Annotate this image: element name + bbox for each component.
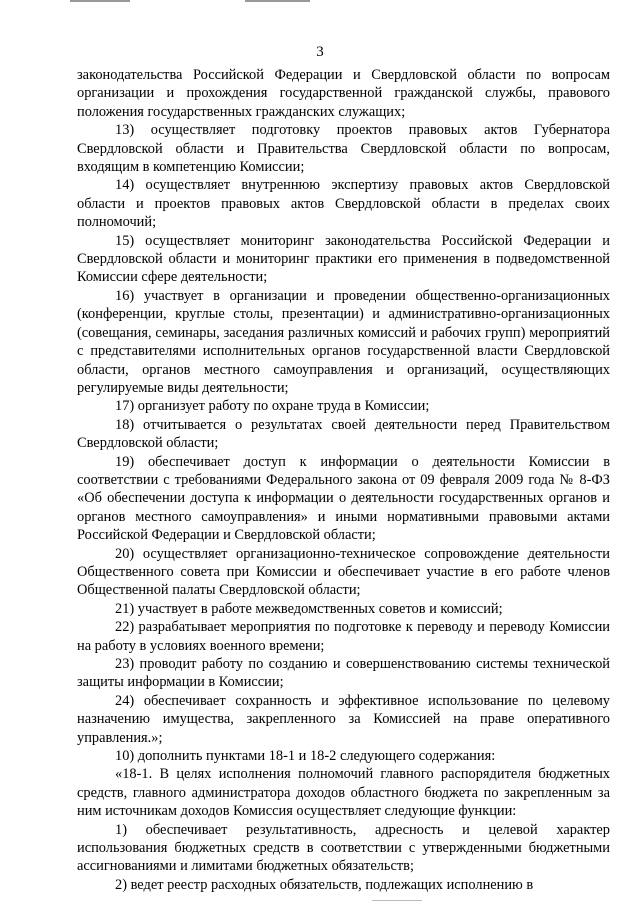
paragraph: 21) участвует в работе межведомственных советов и комиссий; xyxy=(115,600,503,617)
paragraph: 13) осуществляет подготовку проектов правовых актов Губернатора Свердловской области и Правительства Свердловской области по вопросам, входящим в компетенцию Комиссии; xyxy=(77,122,610,176)
paragraph: 10) дополнить пунктами 18-1 и 18-2 следующего содержания: xyxy=(115,748,496,765)
document-body xyxy=(77,66,610,894)
paragraph: 22) разрабатывает мероприятия по подготовке к переводу и переводу Комиссии на работу в условиях военного времени; xyxy=(77,619,610,654)
scan-artifact xyxy=(70,0,130,2)
paragraph: 20) осуществляет организационно-техническое сопровождение деятельности Общественного совета при Комиссии и обеспечивает участие в его работе членов Общественной палаты Свердловской области; xyxy=(77,545,610,599)
scan-artifact xyxy=(372,900,422,901)
paragraph: 14) осуществляет внутреннюю экспертизу правовых актов Свердловской области и проектов правовых актов Свердловской области в пределах своих полномочий; xyxy=(77,177,610,231)
scan-artifact xyxy=(245,0,310,2)
paragraph: 15) осуществляет мониторинг законодательства Российской Федерации и Свердловской области и мониторинг практики его применения в подведомственной Комиссии сфере деятельности; xyxy=(77,232,610,286)
paragraph: 18) отчитывается о результатах своей деятельности перед Правительством Свердловской области; xyxy=(77,416,610,452)
paragraph: 16) участвует в организации и проведении общественно-организационных (конференции, круглые столы, презентации) и административно-организационных (совещания, семинары, заседания различных комиссий и рабочих групп) мероприятий с представителями исполнительных органов государственной власти Свердловской области, органов местного самоуправления и организаций, осуществляющих регулируемые виды деятельности; xyxy=(77,287,610,396)
paragraph: «18-1. В целях исполнения полномочий главного распорядителя бюджетных средств, главного администратора доходов областного бюджета по закрепленным за ним источникам доходов Комиссия осуществляет следующие функции: xyxy=(77,766,610,820)
paragraph: 19) обеспечивает доступ к информации о деятельности Комиссии в соответствии с требованиями Федерального закона от 09 февраля 2009 года № 8-ФЗ «Об обеспечении доступа к информации о деятельности государственных органов и органов местного самоуправления» и иными нормативными правовыми актами Российской Федерации и Свердловской области; xyxy=(77,453,610,544)
paragraph: 17) организует работу по охране труда в Комиссии; xyxy=(115,398,430,415)
paragraph: 23) проводит работу по созданию и совершенствованию системы технической защиты информации в Комиссии; xyxy=(77,656,610,691)
paragraph: законодательства Российской Федерации и Свердловской области по вопросам организации и прохождения государственной гражданской службы, правового положения государственных гражданских служащих; xyxy=(77,67,610,120)
paragraph: 2) ведет реестр расходных обязательств, подлежащих исполнению в xyxy=(115,876,534,893)
paragraph: 24) обеспечивает сохранность и эффективное использование по целевому назначению имущества, закрепленного за Комиссией на праве оперативного управления.»; xyxy=(77,692,610,746)
paragraph: 1) обеспечивает результативность, адресность и целевой характер использования бюджетных средств в соответствии с утвержденными бюджетными ассигнованиями и лимитами бюджетных обязательств; xyxy=(77,821,610,875)
page-number: 3 xyxy=(316,44,324,60)
